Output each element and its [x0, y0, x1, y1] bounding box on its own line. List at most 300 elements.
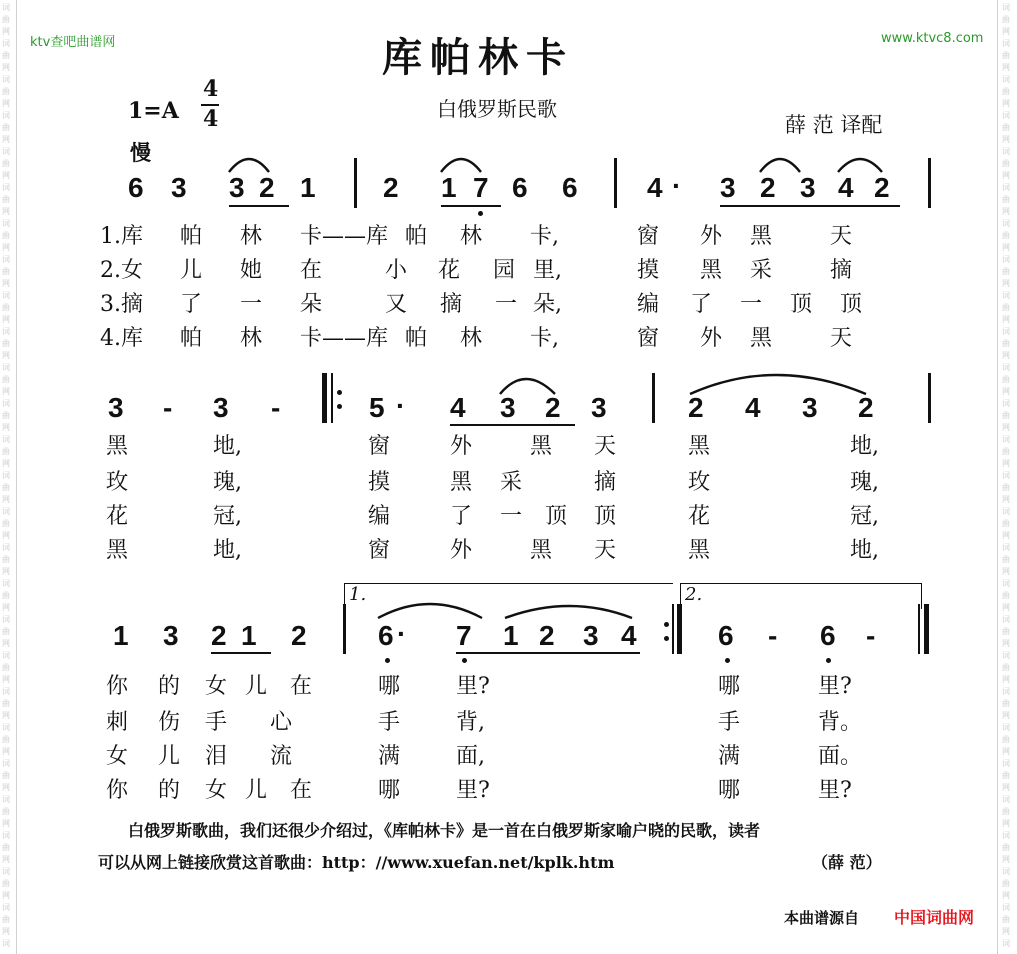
lyric-syllable: 天 — [830, 326, 853, 351]
watermark-char: 曲 — [1002, 771, 1010, 780]
watermark-char: 曲 — [2, 483, 10, 492]
repeat-dot — [337, 390, 342, 395]
eighth-beam — [456, 652, 640, 654]
lyric-syllable: 手 — [718, 710, 741, 735]
note: 3 — [591, 392, 607, 423]
note: 6 — [562, 172, 578, 203]
note: 4 — [621, 620, 637, 651]
time-signature-bottom: 4 — [203, 106, 219, 132]
lyric-syllable: 黑 — [530, 434, 553, 459]
lyric-syllable: 一 — [240, 292, 263, 317]
lyric-syllable: 外 — [450, 434, 473, 459]
watermark-char: 网 — [1002, 675, 1010, 684]
watermark-char: 曲 — [2, 771, 10, 780]
watermark-char: 网 — [1002, 711, 1010, 720]
watermark-char: 曲 — [1002, 555, 1010, 564]
watermark-char: 词 — [1002, 327, 1010, 336]
note: 3 — [108, 392, 124, 423]
note: 3 — [802, 392, 818, 423]
lyric-syllable: 外 — [700, 224, 723, 249]
note: 3 — [229, 172, 245, 203]
lyric-syllable: 黑 — [700, 258, 723, 283]
watermark-char: 曲 — [1002, 807, 1010, 816]
eighth-beam — [229, 205, 289, 207]
lyric-syllable: 你 — [106, 674, 129, 699]
watermark-char: 网 — [2, 711, 10, 720]
lyric-syllable: 背, — [456, 710, 485, 735]
watermark-char: 网 — [2, 675, 10, 684]
time-signature-top: 4 — [203, 76, 219, 102]
watermark-char: 词 — [2, 399, 10, 408]
bar-line — [614, 158, 617, 208]
note: 1 — [300, 172, 316, 203]
lyric-syllable: 卡——库 — [300, 326, 389, 351]
final-bar-thick — [924, 604, 929, 654]
watermark-char: 词 — [1002, 903, 1010, 912]
lyric-syllable: 卡, — [530, 224, 559, 249]
lyric-syllable: 哪 — [718, 674, 741, 699]
repeat-start-thin — [331, 373, 333, 423]
lyric-syllable: 伤 — [158, 710, 181, 735]
watermark-char: 词 — [1002, 939, 1010, 948]
watermark-char: 曲 — [1002, 843, 1010, 852]
low-octave-dot — [478, 211, 483, 216]
bar-line — [652, 373, 655, 423]
lyric-syllable: 一 — [500, 504, 523, 529]
watermark-char: 词 — [2, 255, 10, 264]
watermark-char: 词 — [2, 435, 10, 444]
watermark-char: 曲 — [2, 51, 10, 60]
watermark-char: 网 — [1002, 819, 1010, 828]
watermark-char: 曲 — [1002, 303, 1010, 312]
watermark-char: 曲 — [2, 375, 10, 384]
watermark-char: 曲 — [2, 123, 10, 132]
lyric-syllable: 女 — [205, 674, 228, 699]
watermark-char: 词 — [1002, 183, 1010, 192]
watermark-char: 曲 — [2, 195, 10, 204]
lyric-syllable: 卡——库 — [300, 224, 389, 249]
lyric-syllable: 帕 — [180, 326, 203, 351]
watermark-char: 曲 — [1002, 663, 1010, 672]
watermark-char: 曲 — [1002, 735, 1010, 744]
watermark-char: 词 — [2, 759, 10, 768]
watermark-char: 词 — [2, 291, 10, 300]
bar-line — [928, 158, 931, 208]
watermark-char: 网 — [2, 387, 10, 396]
slur — [500, 379, 555, 394]
lyric-syllable: 小 — [385, 258, 408, 283]
watermark-char: 词 — [2, 939, 10, 948]
watermark-char: 词 — [1002, 795, 1010, 804]
lyric-syllable: 冠, — [850, 504, 879, 529]
lyric-syllable: 采 — [500, 470, 523, 495]
lyric-syllable: 林 — [240, 224, 263, 249]
lyric-syllable: 女 — [205, 778, 228, 803]
watermark-char: 网 — [1002, 603, 1010, 612]
lyric-syllable: 4.库 — [100, 326, 143, 351]
lyric-syllable: 满 — [378, 744, 401, 769]
watermark-char: 曲 — [1002, 879, 1010, 888]
lyric-syllable: 了 — [180, 292, 203, 317]
lyric-syllable: 黑 — [106, 434, 129, 459]
note: 6 — [718, 620, 734, 651]
lyric-syllable: 外 — [450, 538, 473, 563]
lyric-syllable: 她 — [240, 258, 263, 283]
lyric-syllable: 编 — [637, 292, 660, 317]
watermark-char: 网 — [1002, 279, 1010, 288]
lyric-syllable: 一 — [495, 292, 518, 317]
watermark-char: 词 — [1002, 75, 1010, 84]
eighth-beam — [211, 652, 271, 654]
watermark-char: 网 — [2, 603, 10, 612]
note: 2 — [211, 620, 227, 651]
note: 3 — [720, 172, 736, 203]
footer-note-line2: 可以从网上链接欣赏这首歌曲：http：//www.xuefan.net/kplk.htm — [98, 853, 615, 872]
eighth-beam — [720, 205, 900, 207]
note: 2 — [383, 172, 399, 203]
note: 6 — [512, 172, 528, 203]
watermark-char: 曲 — [1002, 87, 1010, 96]
lyric-syllable: 里? — [456, 778, 490, 803]
watermark-char: 词 — [2, 111, 10, 120]
watermark-char: 网 — [1002, 99, 1010, 108]
watermark-char: 曲 — [1002, 123, 1010, 132]
watermark-char: 词 — [2, 615, 10, 624]
lyric-syllable: 了 — [450, 504, 473, 529]
watermark-char: 曲 — [1002, 915, 1010, 924]
watermark-char: 词 — [1002, 723, 1010, 732]
watermark-char: 词 — [2, 39, 10, 48]
watermark-char: 网 — [1002, 891, 1010, 900]
watermark-char: 词 — [1002, 111, 1010, 120]
watermark-char: 网 — [2, 531, 10, 540]
watermark-char: 网 — [2, 459, 10, 468]
lyric-syllable: 玫 — [106, 470, 129, 495]
lyric-syllable: 又 — [385, 292, 408, 317]
watermark-char: 网 — [1002, 207, 1010, 216]
bar-line — [354, 158, 357, 208]
note: 3 — [213, 392, 229, 423]
watermark-char: 网 — [1002, 567, 1010, 576]
low-octave-dot — [725, 658, 730, 663]
lyric-syllable: 顶 — [840, 292, 863, 317]
lyric-syllable: 瑰, — [213, 470, 242, 495]
lyric-syllable: 手 — [205, 710, 228, 735]
watermark-char: 网 — [1002, 243, 1010, 252]
lyric-syllable: 摘 — [830, 258, 853, 283]
watermark-char: 词 — [1002, 507, 1010, 516]
lyric-syllable: 手 — [378, 710, 401, 735]
watermark-char: 曲 — [2, 735, 10, 744]
lyric-syllable: 里, — [533, 258, 562, 283]
watermark-char: 网 — [2, 135, 10, 144]
note: 2 — [688, 392, 704, 423]
watermark-char: 词 — [1002, 615, 1010, 624]
note: 6 — [378, 620, 394, 651]
watermark-char: 网 — [2, 99, 10, 108]
note: 6 — [820, 620, 836, 651]
note: 2 — [539, 620, 555, 651]
watermark-char: 曲 — [2, 699, 10, 708]
lyric-syllable: 了 — [690, 292, 713, 317]
bar-line — [928, 373, 931, 423]
lyric-syllable: 儿 — [180, 258, 203, 283]
site-url-right[interactable]: www.ktvc8.com — [881, 31, 984, 46]
watermark-char: 词 — [1002, 399, 1010, 408]
watermark-char: 曲 — [1002, 591, 1010, 600]
slur — [378, 604, 482, 618]
watermark-char: 词 — [1002, 147, 1010, 156]
watermark-char: 曲 — [2, 411, 10, 420]
note: 4 — [450, 392, 466, 423]
lyric-syllable: 泪 — [205, 744, 228, 769]
lyric-syllable: 地, — [213, 538, 242, 563]
watermark-char: 曲 — [1002, 375, 1010, 384]
watermark-char: 曲 — [2, 339, 10, 348]
watermark-char: 网 — [1002, 747, 1010, 756]
site-logo-left[interactable]: ktv查吧曲谱网 — [30, 35, 116, 50]
lyric-syllable: 采 — [750, 258, 773, 283]
watermark-char: 词 — [2, 75, 10, 84]
repeat-dot — [337, 404, 342, 409]
watermark-char: 网 — [1002, 423, 1010, 432]
watermark-char: 词 — [1002, 255, 1010, 264]
watermark-char: 曲 — [1002, 483, 1010, 492]
lyric-syllable: 帕 — [405, 326, 428, 351]
lyric-syllable: 流 — [270, 744, 293, 769]
lyric-syllable: 一 — [740, 292, 763, 317]
lyric-syllable: 玫 — [688, 470, 711, 495]
note: 7 — [473, 172, 489, 203]
lyric-syllable: 天 — [594, 538, 617, 563]
slur — [505, 606, 632, 618]
lyric-syllable: 里? — [818, 778, 852, 803]
lyric-syllable: 黑 — [750, 224, 773, 249]
watermark-char: 词 — [1002, 543, 1010, 552]
watermark-char: 词 — [2, 363, 10, 372]
note: 1 — [241, 620, 257, 651]
note: 3 — [500, 392, 516, 423]
watermark-char: 网 — [1002, 315, 1010, 324]
note: 1 — [113, 620, 129, 651]
watermark-char: 词 — [2, 795, 10, 804]
watermark-char: 词 — [1002, 219, 1010, 228]
lyric-syllable: 林 — [460, 326, 483, 351]
note: 4 — [647, 172, 663, 203]
watermark-char: 网 — [2, 315, 10, 324]
low-octave-dot — [385, 658, 390, 663]
watermark-char: 词 — [1002, 435, 1010, 444]
watermark-char: 词 — [2, 507, 10, 516]
source-site-link[interactable]: 中国词曲网 — [894, 908, 975, 927]
lyric-syllable: 哪 — [378, 778, 401, 803]
watermark-char: 网 — [1002, 855, 1010, 864]
lyric-syllable: 朵 — [300, 292, 323, 317]
lyric-syllable: 帕 — [180, 224, 203, 249]
lyric-syllable: 天 — [594, 434, 617, 459]
note: 7 — [456, 620, 472, 651]
lyric-syllable: 黑 — [688, 538, 711, 563]
eighth-beam — [450, 424, 575, 426]
watermark-char: 词 — [2, 471, 10, 480]
watermark-char: 网 — [2, 891, 10, 900]
watermark-char: 曲 — [2, 15, 10, 24]
lyric-syllable: 卡, — [530, 326, 559, 351]
watermark-char: 词 — [1002, 831, 1010, 840]
watermark-char: 曲 — [2, 915, 10, 924]
watermark-char: 曲 — [1002, 447, 1010, 456]
lyric-syllable: 顶 — [545, 504, 568, 529]
note: 4 — [838, 172, 854, 203]
watermark-char: 曲 — [1002, 195, 1010, 204]
lyric-syllable: 的 — [158, 778, 181, 803]
watermark-char: 词 — [1002, 471, 1010, 480]
repeat-dot — [664, 636, 669, 641]
lyric-syllable: 窗 — [637, 326, 660, 351]
watermark-char: 曲 — [2, 447, 10, 456]
lyric-syllable: 窗 — [368, 538, 391, 563]
note: 5 — [369, 392, 385, 423]
lyric-syllable: 你 — [106, 778, 129, 803]
note: 3 — [163, 620, 179, 651]
watermark-char: 曲 — [2, 843, 10, 852]
watermark-char: 曲 — [1002, 519, 1010, 528]
tempo-mark: 慢 — [130, 140, 151, 165]
note: 6 — [128, 172, 144, 203]
lyric-syllable: 3.摘 — [100, 292, 143, 317]
volta-second-label: 2. — [685, 584, 703, 605]
watermark-char: 词 — [1002, 363, 1010, 372]
lyric-syllable: 2.女 — [100, 258, 143, 283]
watermark-char: 网 — [2, 495, 10, 504]
lyric-syllable: 里? — [818, 674, 852, 699]
watermark-char: 网 — [1002, 639, 1010, 648]
eighth-beam — [441, 205, 501, 207]
note: 2 — [874, 172, 890, 203]
lyric-syllable: 在 — [290, 778, 313, 803]
watermark-char: 曲 — [1002, 231, 1010, 240]
note: 2 — [545, 392, 561, 423]
watermark-char: 曲 — [1002, 159, 1010, 168]
watermark-char: 网 — [1002, 135, 1010, 144]
footer-note-line1: 白俄罗斯歌曲，我们还很少介绍过，《库帕林卡》是一首在白俄罗斯家喻户晓的民歌，读者 — [128, 821, 761, 840]
watermark-char: 网 — [2, 279, 10, 288]
low-octave-dot — [826, 658, 831, 663]
watermark-char: 网 — [1002, 351, 1010, 360]
watermark-char: 网 — [1002, 927, 1010, 936]
lyric-syllable: 地, — [850, 434, 879, 459]
lyric-syllable: 地, — [213, 434, 242, 459]
watermark-char: 曲 — [1002, 627, 1010, 636]
lyric-syllable: 在 — [300, 258, 323, 283]
watermark-char: 词 — [2, 903, 10, 912]
key-signature: 1=A — [128, 98, 179, 124]
watermark-char: 曲 — [2, 879, 10, 888]
watermark-char: 网 — [2, 783, 10, 792]
watermark-char: 网 — [1002, 171, 1010, 180]
lyric-syllable: 摘 — [594, 470, 617, 495]
note: - — [271, 392, 281, 423]
lyric-syllable: 外 — [700, 326, 723, 351]
lyric-syllable: 天 — [830, 224, 853, 249]
lyric-syllable: 编 — [368, 504, 391, 529]
repeat-end-thick — [677, 604, 682, 654]
lyric-syllable: 花 — [688, 504, 711, 529]
watermark-char: 网 — [2, 207, 10, 216]
lyric-syllable: 哪 — [378, 674, 401, 699]
song-subtitle: 白俄罗斯民歌 — [437, 97, 557, 121]
lyric-syllable: 满 — [718, 744, 741, 769]
watermark-char: 网 — [1002, 27, 1010, 36]
lyric-syllable: 帕 — [405, 224, 428, 249]
watermark-char: 网 — [1002, 783, 1010, 792]
watermark-char: 曲 — [2, 663, 10, 672]
lyric-syllable: 朵, — [533, 292, 562, 317]
low-octave-dot — [462, 658, 467, 663]
lyric-syllable: 黑 — [530, 538, 553, 563]
watermark-char: 曲 — [1002, 267, 1010, 276]
lyric-syllable: 顶 — [594, 504, 617, 529]
lyric-syllable: 花 — [438, 258, 461, 283]
repeat-end-thin — [672, 604, 674, 654]
translator-credit: 薛 范 译配 — [785, 113, 883, 137]
watermark-char: 曲 — [2, 87, 10, 96]
lyric-syllable: 心 — [270, 710, 293, 735]
watermark-char: 词 — [1002, 867, 1010, 876]
note: 4 — [745, 392, 761, 423]
lyric-syllable: 1.库 — [100, 224, 143, 249]
lyric-syllable: 哪 — [718, 778, 741, 803]
watermark-char: 网 — [2, 567, 10, 576]
watermark-char: 曲 — [2, 267, 10, 276]
watermark-char: 词 — [2, 3, 10, 12]
watermark-char: 网 — [2, 855, 10, 864]
lyric-syllable: 顶 — [790, 292, 813, 317]
note: 2 — [259, 172, 275, 203]
watermark-char: 网 — [2, 927, 10, 936]
watermark-char: 词 — [1002, 3, 1010, 12]
slur — [229, 159, 269, 172]
final-bar-thin — [918, 604, 920, 654]
lyric-syllable: 在 — [290, 674, 313, 699]
note: 3 — [583, 620, 599, 651]
note: 1 — [503, 620, 519, 651]
watermark-char: 曲 — [2, 159, 10, 168]
watermark-char: 词 — [2, 651, 10, 660]
watermark-char: 网 — [1002, 495, 1010, 504]
lyric-syllable: 的 — [158, 674, 181, 699]
lyric-syllable: 窗 — [368, 434, 391, 459]
lyric-syllable: 瑰, — [850, 470, 879, 495]
note: - — [163, 392, 173, 423]
lyric-syllable: 摘 — [440, 292, 463, 317]
watermark-char: 网 — [2, 351, 10, 360]
watermark-char: 词 — [1002, 579, 1010, 588]
footer-note-signature: （薛 范） — [812, 853, 882, 872]
lyric-syllable: 儿 — [245, 778, 268, 803]
slur — [760, 159, 800, 172]
slur — [838, 159, 882, 172]
watermark-char: 曲 — [2, 627, 10, 636]
watermark-char: 曲 — [1002, 15, 1010, 24]
note: 2 — [291, 620, 307, 651]
watermark-char: 网 — [2, 747, 10, 756]
lyric-syllable: 窗 — [637, 224, 660, 249]
watermark-char: 曲 — [2, 303, 10, 312]
watermark-char: 曲 — [2, 591, 10, 600]
watermark-char: 网 — [2, 819, 10, 828]
watermark-char: 网 — [1002, 531, 1010, 540]
